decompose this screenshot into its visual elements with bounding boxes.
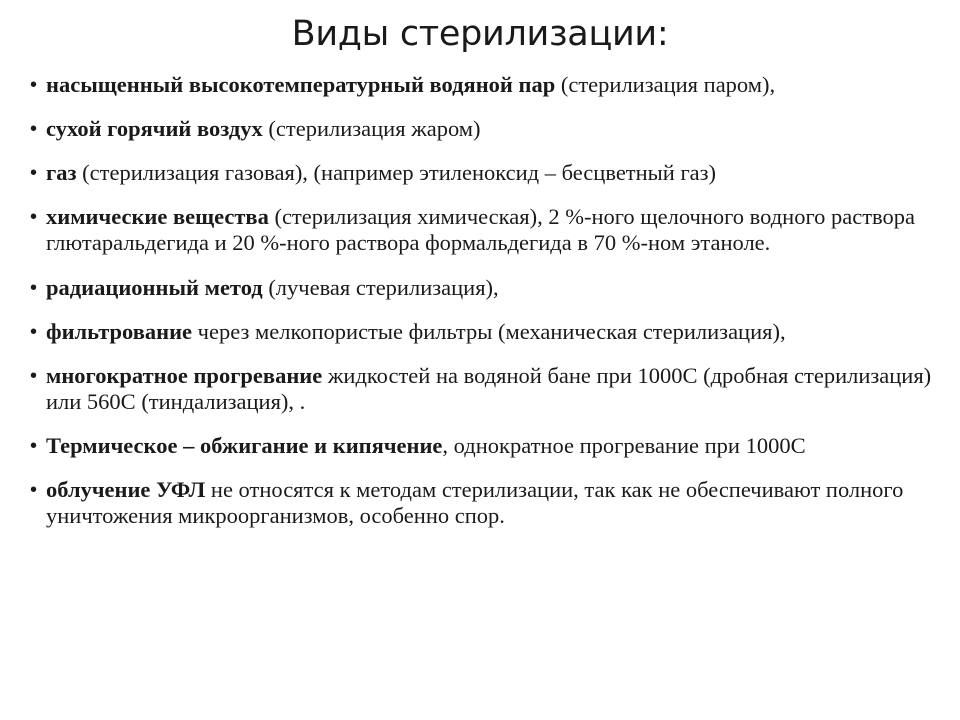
item-term: радиационный метод [46, 275, 263, 300]
list-item [0, 72, 960, 98]
item-term: сухой горячий воздух [46, 116, 263, 141]
item-description: (стерилизация жаром) [262, 116, 481, 141]
item-description: через мелкопористые фильтры (механическая стерилизация), [192, 319, 786, 344]
list-item [0, 363, 960, 415]
bullet-icon: • [30, 365, 38, 387]
item-description: жидкостей на водяной бане при 1000С (дробная стерилизация) или 560С (тиндализация), . [46, 363, 932, 414]
list-item [0, 275, 960, 301]
list-item [0, 433, 960, 459]
item-term: облучение УФЛ [46, 477, 206, 502]
bullet-icon: • [30, 435, 38, 457]
list-item [0, 204, 960, 256]
bullet-icon: • [30, 479, 38, 501]
item-description: , однократное прогревание при 1000С [442, 433, 806, 458]
item-description: (стерилизация химическая), 2 %-ного щелочного водного раствора глютаральдегида и 20 %-ного раствора формальдегида в 70 %-ном этаноле. [46, 204, 915, 255]
list-item [0, 116, 960, 142]
item-description: (стерилизация газовая), (например этиленоксид – бесцветный газ) [76, 160, 717, 185]
item-description: (лучевая стерилизация), [262, 275, 499, 300]
item-term: Термическое – обжигание и кипячение [46, 433, 443, 458]
item-term: химические вещества [46, 204, 269, 229]
item-description: не относятся к методам стерилизации, так как не обеспечивают полного уничтожения микроорганизмов, особенно спор. [46, 477, 904, 528]
item-term: многократное прогревание [46, 363, 323, 388]
sterilization-types-list [0, 72, 960, 529]
item-term: насыщенный высокотемпературный водяной пар [46, 72, 556, 97]
list-item [0, 477, 960, 529]
item-description: (стерилизация паром), [555, 72, 776, 97]
bullet-icon: • [30, 118, 38, 140]
bullet-icon: • [30, 321, 38, 343]
bullet-icon: • [30, 277, 38, 299]
bullet-icon: • [30, 206, 38, 228]
bullet-icon: • [30, 74, 38, 96]
list-item [0, 160, 960, 186]
item-term: фильтрование [46, 319, 193, 344]
list-item [0, 319, 960, 345]
item-term: газ [46, 160, 77, 185]
bullet-icon: • [30, 162, 38, 184]
slide-title: Виды стерилизации: [291, 14, 669, 54]
